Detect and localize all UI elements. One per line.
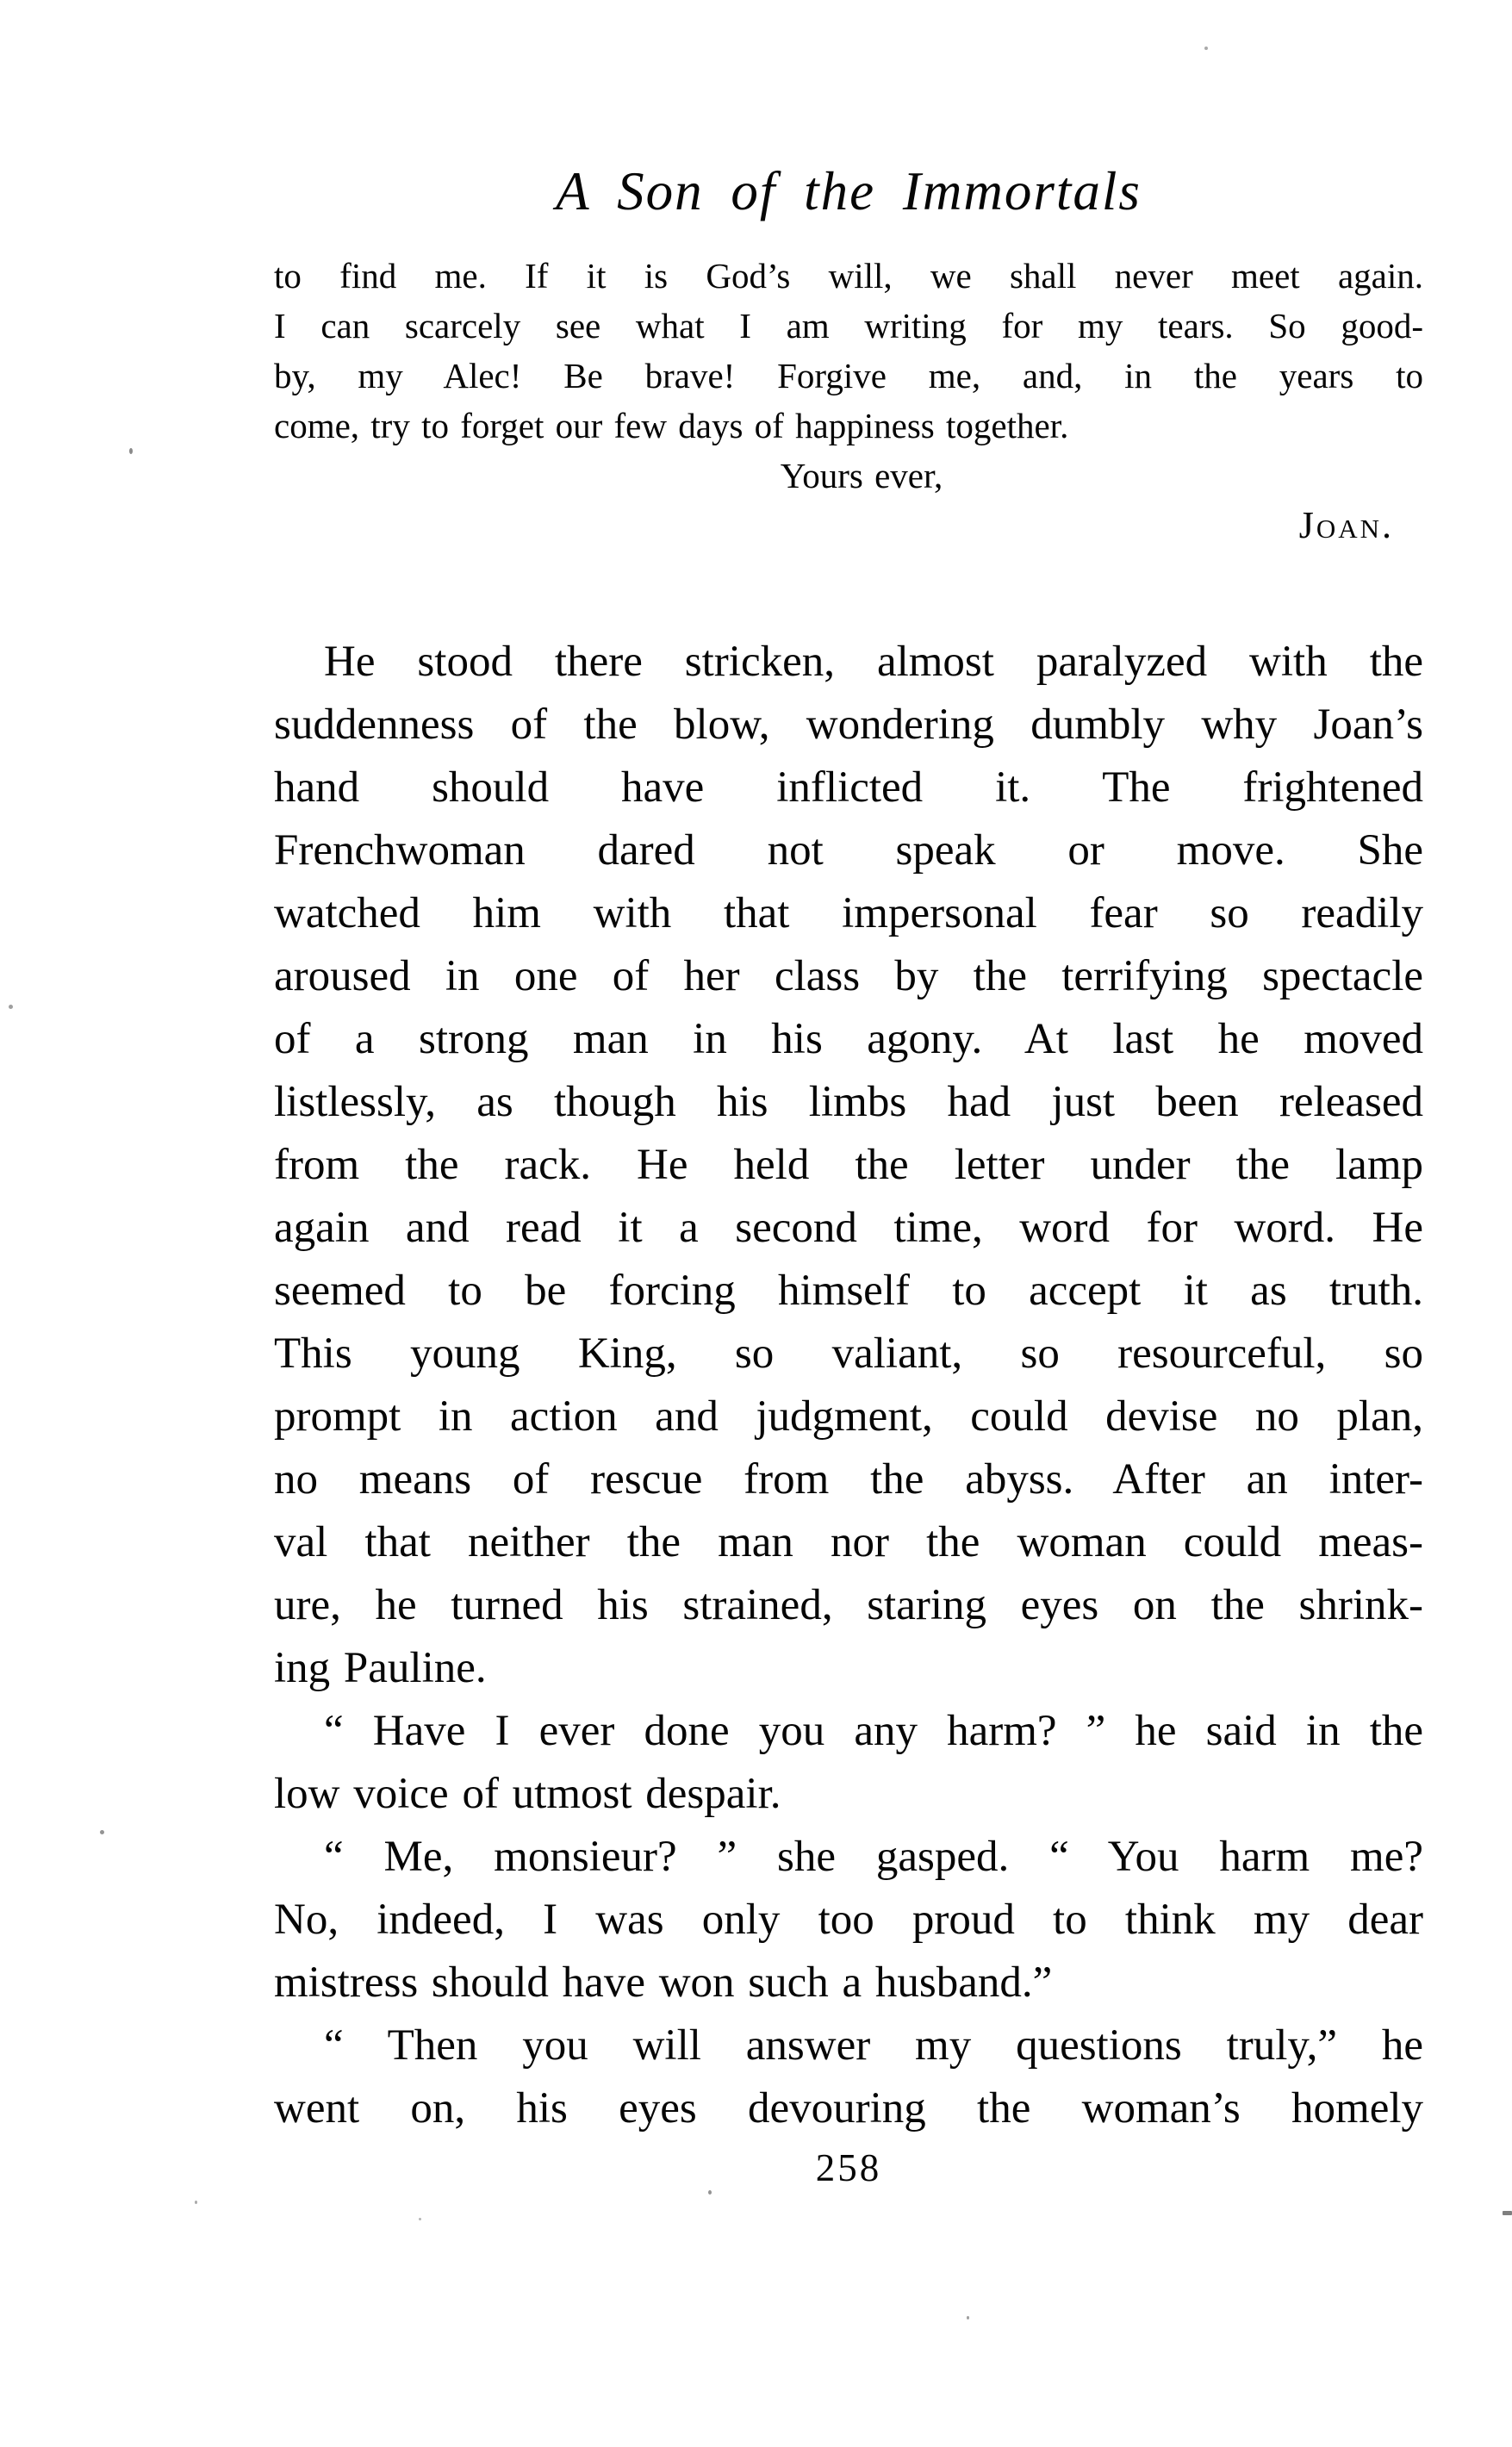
letter-signature: Joan. [1298, 504, 1394, 546]
scan-speck [100, 1830, 104, 1834]
letter-line: I can scarcely see what I am writing for my tears. So good- [274, 306, 1423, 346]
body-line: Frenchwoman dared not speak or move. She [274, 826, 1423, 875]
letter-lines [274, 251, 1423, 451]
page-number: 258 [815, 2146, 882, 2189]
body-lines [274, 631, 1423, 2140]
scan-speck [9, 1005, 13, 1009]
body-line: of a strong man in his agony. At last he moved [274, 1015, 1423, 1063]
body-line: No, indeed, I was only too proud to think my dear [274, 1896, 1423, 1944]
body-line: hand should have inflicted it. The frightened [274, 763, 1423, 812]
scan-speck [195, 2201, 197, 2204]
letter-valediction: Yours ever, [780, 456, 943, 495]
letter-block [274, 251, 1423, 551]
body-line: prompt in action and judgment, could devise no plan, [274, 1392, 1423, 1441]
body-line: watched him with that impersonal fear so readily [274, 889, 1423, 937]
body-line: low voice of utmost despair. [274, 1770, 781, 1818]
body-line: aroused in one of her class by the terrifying spectacle [274, 952, 1423, 1000]
scan-speck [708, 2190, 712, 2195]
scan-speck [967, 2316, 969, 2319]
body-line: He stood there stricken, almost paralyzed with the [324, 638, 1423, 686]
body-line: seemed to be forcing himself to accept it as truth. [274, 1267, 1423, 1315]
body-text [274, 631, 1423, 2140]
body-line: val that neither the man nor the woman could meas- [274, 1518, 1423, 1566]
scan-speck [1204, 47, 1208, 50]
body-line: “ Have I ever done you any harm? ” he said in the [324, 1707, 1423, 1755]
body-line: ing Pauline. [274, 1644, 487, 1692]
body-line: mistress should have won such a husband.” [274, 1958, 1053, 2007]
body-line: “ Then you will answer my questions truly,” he [324, 2021, 1423, 2070]
body-line: listlessly, as though his limbs had just been released [274, 1078, 1423, 1126]
letter-line: to find me. If it is God’s will, we shall never meet again. [274, 256, 1423, 296]
page-title: A Son of the Immortals [556, 161, 1142, 221]
body-line: ure, he turned his strained, staring eyes on the shrink- [274, 1581, 1423, 1629]
scan-speck [129, 448, 133, 454]
letter-line: come, try to forget our few days of happiness together. [274, 406, 1069, 445]
body-line: suddenness of the blow, wondering dumbly why Joan’s [274, 700, 1423, 749]
body-line: no means of rescue from the abyss. After an inter- [274, 1455, 1423, 1504]
scan-speck [1503, 2211, 1512, 2215]
body-line: from the rack. He held the letter under the lamp [274, 1141, 1423, 1189]
body-line: again and read it a second time, word for word. He [274, 1204, 1423, 1252]
letter-line: by, my Alec! Be brave! Forgive me, and, in the years to [274, 356, 1423, 395]
body-line: This young King, so valiant, so resourceful, so [274, 1329, 1423, 1378]
body-line: went on, his eyes devouring the woman’s homely [274, 2084, 1423, 2133]
scan-speck [419, 2218, 421, 2220]
body-line: “ Me, monsieur? ” she gasped. “ You harm me? [324, 1833, 1423, 1881]
